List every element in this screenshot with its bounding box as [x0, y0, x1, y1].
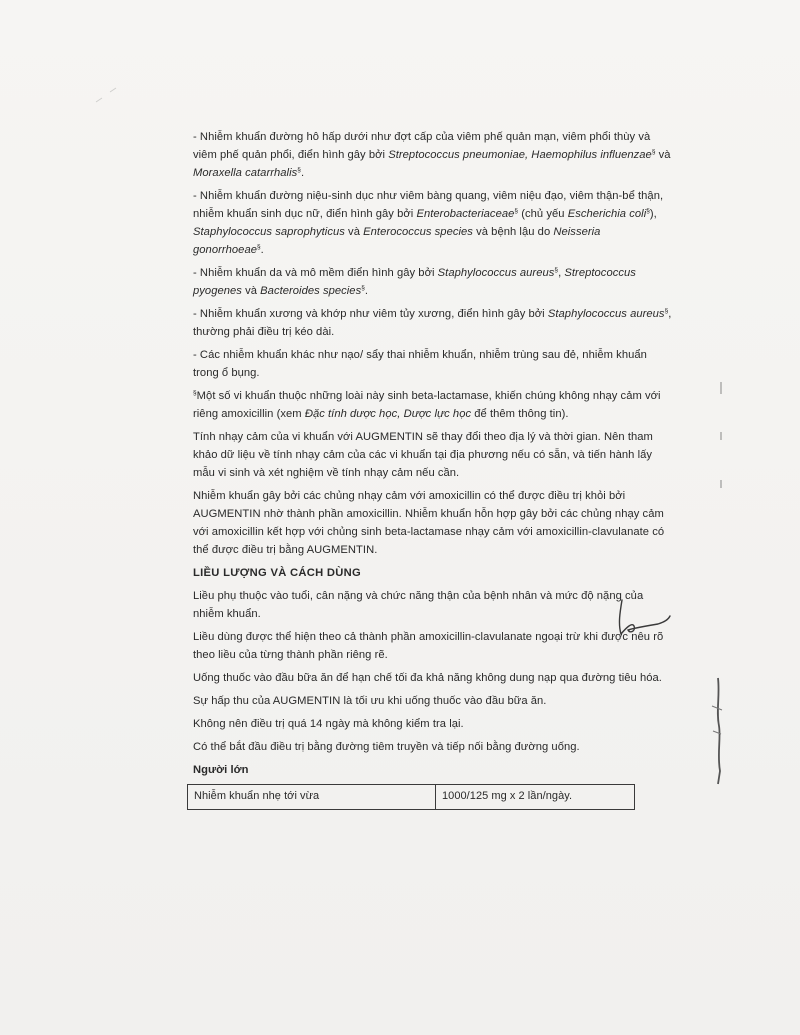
text: . [260, 244, 264, 256]
footnote-mark: § [664, 307, 669, 315]
footnote-mark: § [361, 284, 365, 292]
paragraph-mixed-infections: Nhiễm khuẩn gây bởi các chủng nhạy cảm với amoxicillin có thể được điều trị khỏi bởi AUGMENTIN nhờ thành phần amoxicillin. Nhiễm khuẩn hỗn hợp gây bởi các chủng nhạy cảm với amoxicillin kết hợp với chủng sinh beta-lactamase nhạy cảm với amoxicillin-clavulanate có thể được điều trị bằng AUGMENTIN. [193, 490, 665, 556]
paragraph-dose-factors: Liều phụ thuộc vào tuổi, cân nặng và chức năng thận của bệnh nhân và mức độ nặng của nhiễm khuẩn. [193, 590, 644, 620]
organism-name: Streptococcus pneumoniae, Haemophilus influenzae [388, 149, 652, 161]
table-cell-dose: 1000/125 mg x 2 lần/ngày. [436, 785, 635, 810]
cross-reference: Đặc tính dược học, Dược lực học [304, 408, 472, 420]
organism-name: Neisseria gonorrhoeae [193, 226, 601, 256]
paragraph-footnote [193, 387, 673, 423]
footnote-mark: § [514, 207, 519, 215]
footnote-mark: § [651, 148, 656, 156]
scan-smudge [92, 80, 132, 110]
section-heading-dosage: LIỀU LƯỢNG VÀ CÁCH DÙNG [193, 567, 362, 579]
paragraph-susceptibility: Tính nhạy cảm của vi khuẩn với AUGMENTIN sẽ thay đổi theo địa lý và thời gian. Nên tham khảo dữ liệu về tính nhạy cảm của các vi khuẩn tại địa phương nếu có sẵn, và tiến hành lấy mẫu vi sinh và xét nghiệm về tính nhạy cảm nếu cần. [193, 431, 653, 479]
organism-name: Staphylococcus aureus [547, 308, 665, 320]
paragraph-take-with-meal: Uống thuốc vào đầu bữa ăn để hạn chế tối đa khả năng không dung nạp qua đường tiêu hóa. [193, 672, 662, 684]
text: . [300, 167, 305, 179]
organism-name: Staphylococcus aureus [437, 267, 555, 279]
paragraph-urogenital [193, 187, 673, 259]
text: , [558, 267, 565, 279]
paragraph-iv-to-oral: Có thể bắt đầu điều trị bằng đường tiêm truyền và tiếp nối bằng đường uống. [193, 741, 580, 753]
organism-name: Escherichia coli [567, 208, 647, 220]
document-body [193, 128, 673, 810]
text: để thêm thông tin). [471, 408, 569, 420]
paragraph-absorption: Sự hấp thu của AUGMENTIN là tối ưu khi uống thuốc vào đầu bữa ăn. [193, 695, 547, 707]
text: . [364, 285, 369, 297]
footnote-mark: § [193, 389, 197, 397]
paragraph-duration: Không nên điều trị quá 14 ngày mà không kiểm tra lại. [193, 718, 464, 730]
paragraph-other-infections: - Các nhiễm khuẩn khác như nạo/ sẩy thai nhiễm khuẩn, nhiễm trùng sau đẻ, nhiễm khuẩn trong ổ bụng. [193, 349, 647, 379]
text: , thường phải điều trị kéo dài. [193, 308, 672, 338]
footnote-mark: § [297, 166, 301, 174]
text: và [655, 149, 671, 161]
dosage-table [187, 784, 635, 810]
paragraph-bone-joint [193, 305, 673, 341]
text: và bệnh lậu do [472, 226, 554, 238]
organism-name: Enterococcus species [363, 226, 473, 238]
organism-name: Bacteroides species [260, 285, 362, 297]
subheading-adults: Người lớn [193, 764, 249, 776]
text: (chủ yếu [518, 208, 568, 220]
footnote-mark: § [646, 207, 650, 215]
table-row [188, 785, 635, 810]
footnote-mark: § [257, 243, 261, 251]
text: và [241, 285, 261, 297]
organism-name: Enterobacteriaceae [416, 208, 515, 220]
scan-edge-dots [716, 380, 726, 500]
text: - Nhiễm khuẩn da và mô mềm điển hình gây bởi [193, 267, 438, 279]
text: - Nhiễm khuẩn đường niệu-sinh dục như viêm bàng quang, viêm niệu đạo, viêm thận-bể thận, nhiễm khuẩn sinh dục nữ, điển hình gây bởi [193, 190, 664, 220]
text: - Nhiễm khuẩn đường hô hấp dưới như đợt cấp của viêm phế quản mạn, viêm phổi thùy và viêm phế quản phổi, điển hình gây bởi [193, 131, 651, 161]
organism-name: Streptococcus pyogenes [193, 267, 636, 297]
paragraph-lower-respiratory [193, 128, 673, 182]
scan-edge-mark [706, 676, 730, 786]
organism-name: Staphylococcus saprophyticus [193, 226, 345, 238]
organism-name: Moraxella catarrhalis [193, 167, 298, 179]
paragraph-dose-expression: Liều dùng được thể hiện theo cả thành phần amoxicillin-clavulanate ngoại trừ khi được nêu rõ theo liều của từng thành phần riêng rẽ. [193, 631, 664, 661]
text: - Nhiễm khuẩn xương và khớp như viêm tủy xương, điển hình gây bởi [193, 308, 548, 320]
paragraph-skin-soft-tissue [193, 264, 673, 300]
text: Một số vi khuẩn thuộc những loài này sinh beta-lactamase, khiến chúng không nhạy cảm với riêng amoxicillin (xem [193, 390, 661, 420]
table-cell-condition: Nhiễm khuẩn nhẹ tới vừa [188, 785, 436, 810]
text: và [344, 226, 364, 238]
footnote-mark: § [554, 266, 559, 274]
handwritten-signature [612, 598, 672, 638]
text: ), [649, 208, 657, 220]
